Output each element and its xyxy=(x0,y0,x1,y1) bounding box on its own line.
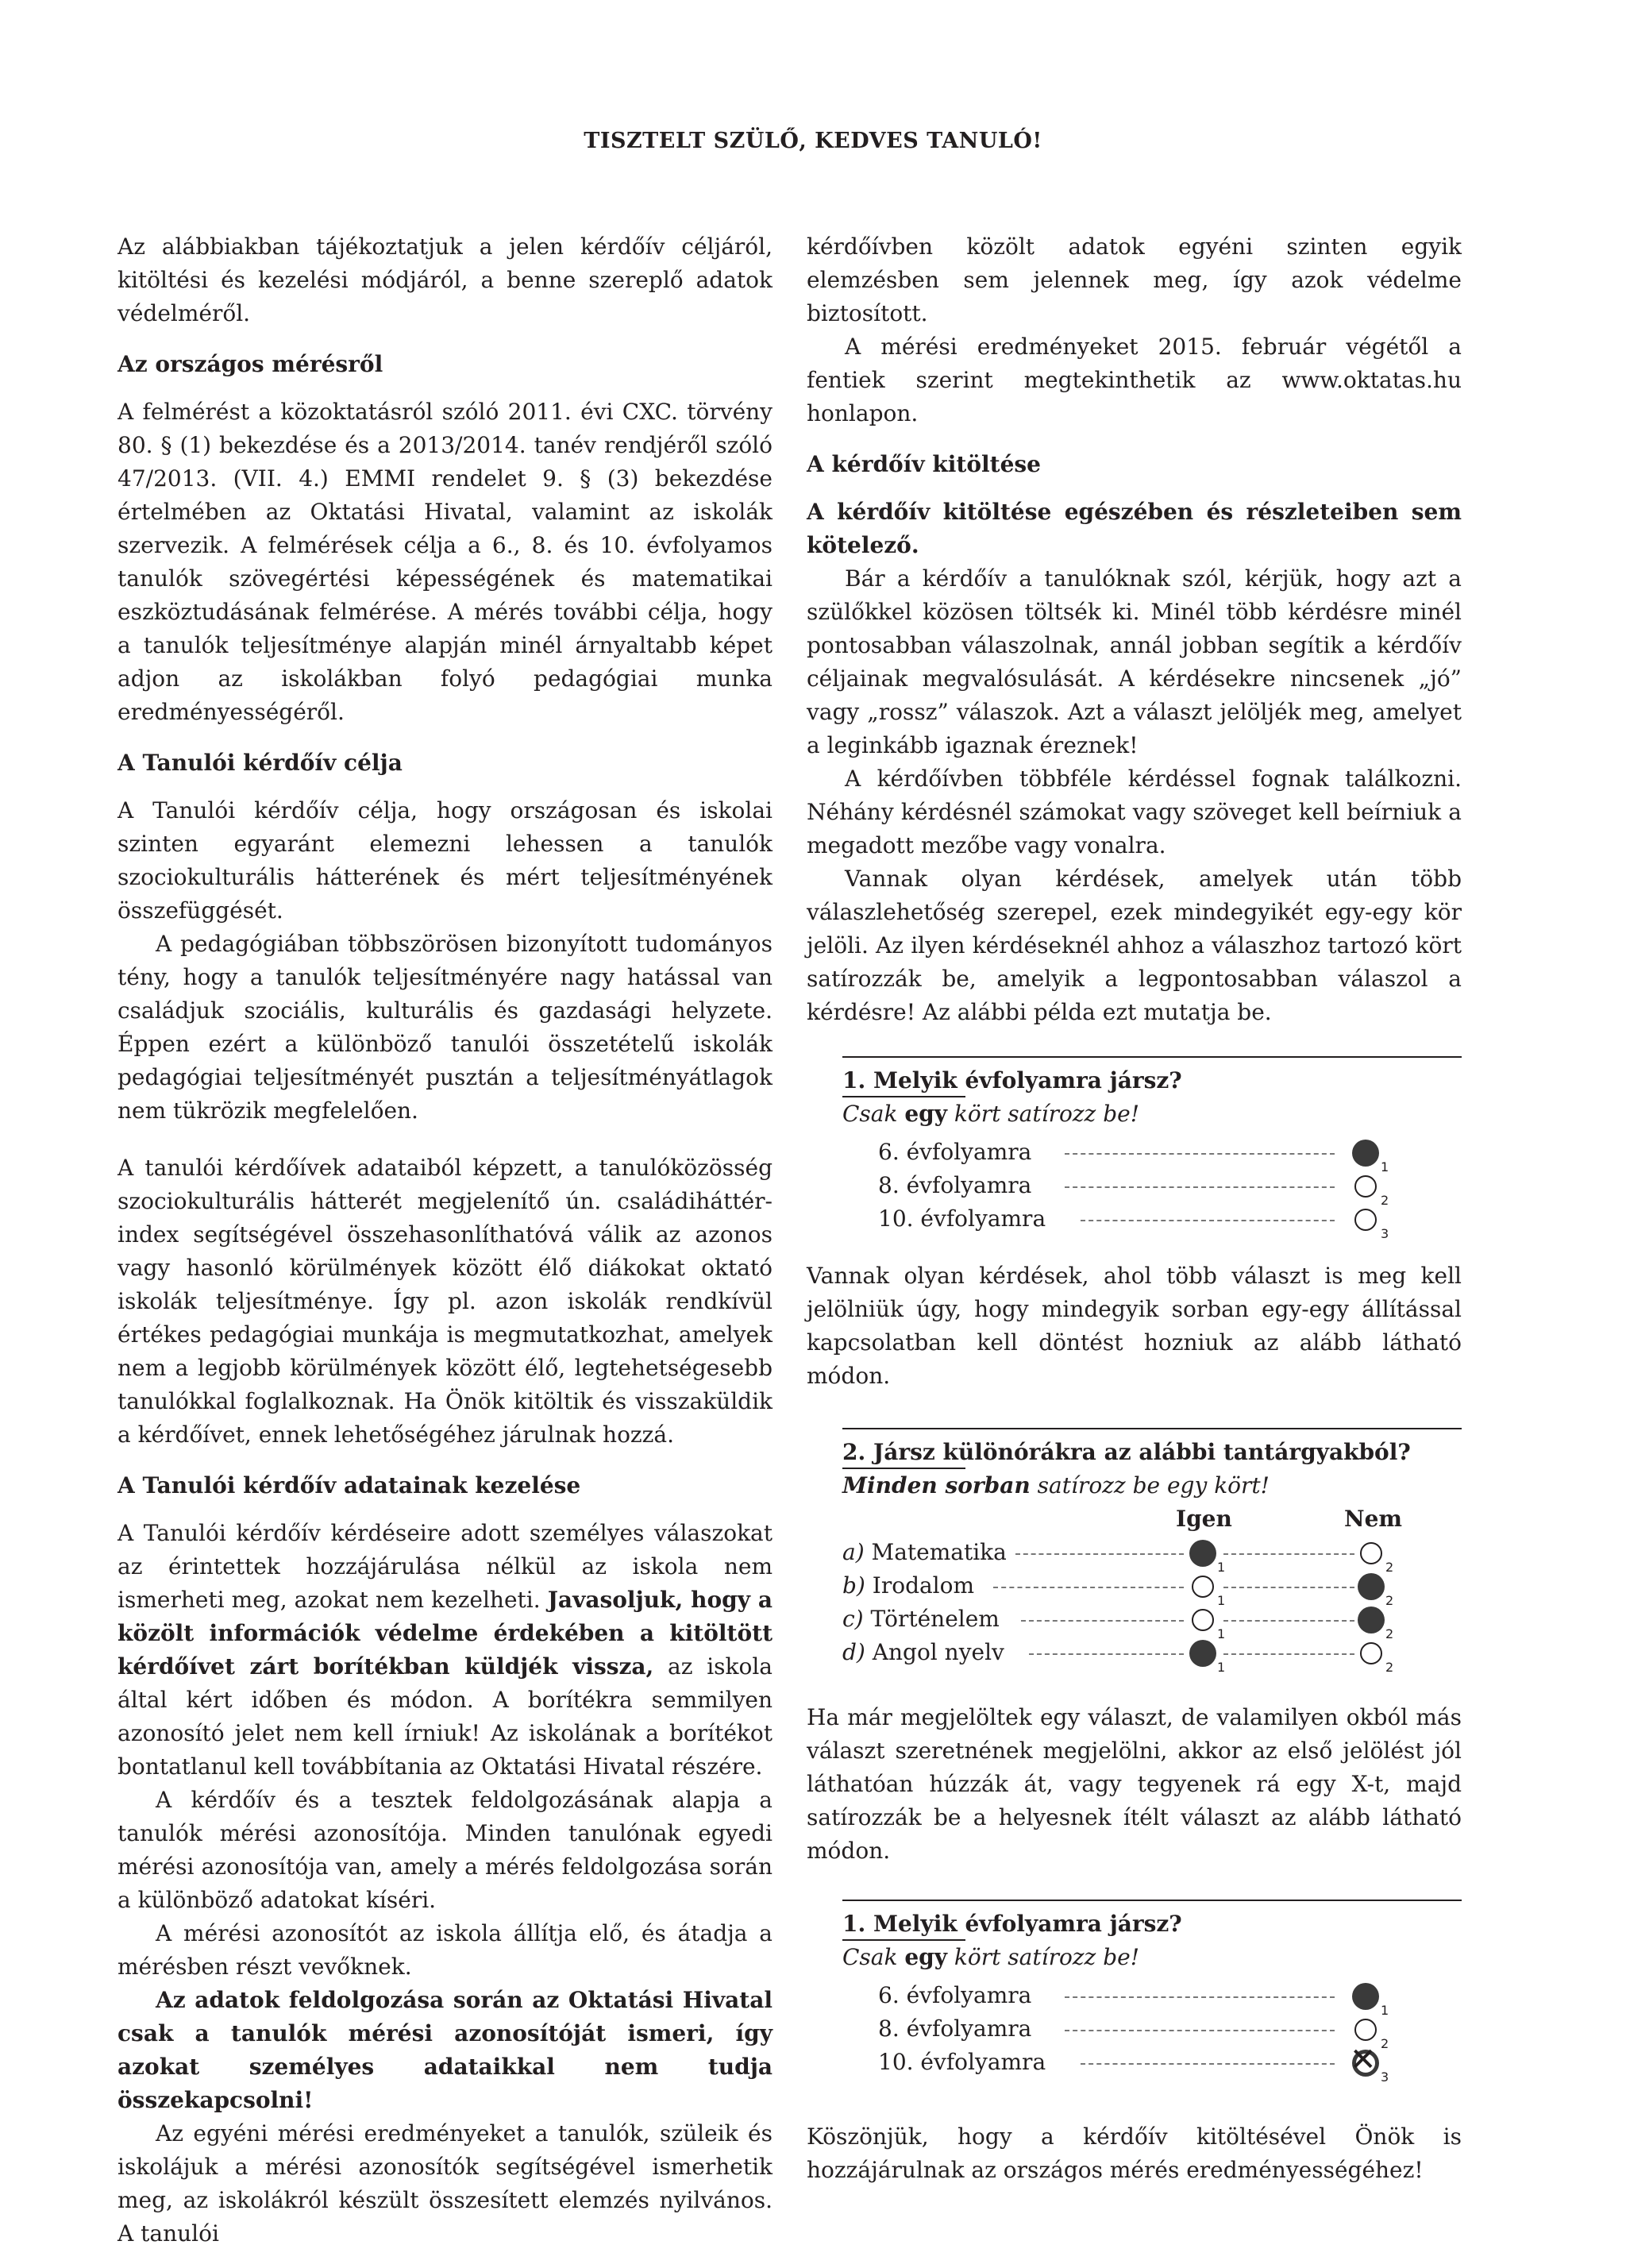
dashed-leader xyxy=(1223,1553,1354,1555)
dashed-leader xyxy=(1029,1653,1184,1655)
left-column xyxy=(118,230,773,2251)
answer-bubble[interactable] xyxy=(1354,1209,1377,1231)
instruction-post: kört satírozz be! xyxy=(947,1944,1139,1970)
answer-code: 2 xyxy=(1381,1193,1389,1208)
answer-bubble-yes[interactable] xyxy=(1192,1576,1214,1598)
option-label: 10. évfolyamra xyxy=(878,2049,1046,2075)
option-row xyxy=(842,1169,1462,1208)
example-question-text: 1. Melyik évfolyamra jársz? xyxy=(842,1911,1182,1937)
dashed-leader xyxy=(993,1587,1184,1588)
example-instruction xyxy=(842,1941,1462,1974)
example-divider xyxy=(842,1428,1462,1429)
dashed-leader xyxy=(1081,2063,1335,2065)
answer-bubble-no[interactable] xyxy=(1360,1642,1382,1664)
option-label: 6. évfolyamra xyxy=(878,1139,1032,1165)
matrix-row xyxy=(842,1569,1462,1608)
row-letter: c) xyxy=(842,1606,864,1632)
instruction-bold: egy xyxy=(904,1944,948,1970)
row-label xyxy=(842,1636,1004,1669)
paragraph-thanks: Köszönjük, hogy a kérdőív kitöltésével Önök is hozzájárulnak az országos mérés eredményességéhez! xyxy=(807,2123,1462,2183)
right-column xyxy=(807,230,1462,2187)
instruction-pre: Csak xyxy=(842,1944,905,1970)
row-letter: a) xyxy=(842,1539,865,1565)
row-subject: Angol nyelv xyxy=(872,1639,1004,1665)
data-handling-text-c: az iskola által kért időben és módon. A borítékra semmilyen azonosító jelet nem kell írniuk! Az iskolának a borítékot bontatlanul kell továbbítania az Oktatási Hivatal részére. xyxy=(118,1653,773,1780)
answer-code: 2 xyxy=(1385,1626,1394,1641)
instruction-post: satírozz be egy kört! xyxy=(1030,1472,1270,1498)
option-label: 8. évfolyamra xyxy=(878,1172,1032,1198)
instruction-bold: egy xyxy=(904,1101,948,1127)
paragraph-multi-row: Vannak olyan kérdések, ahol több választ is meg kell jelölniük úgy, hogy mindegyik sorban egy-egy állítással kapcsolatban kell döntést hozniuk az alább látható módon. xyxy=(807,1263,1462,1389)
matrix-row xyxy=(842,1636,1462,1675)
paragraph-not-mandatory: A kérdőív kitöltése egészében és részleteiben sem kötelező. xyxy=(807,499,1462,558)
paragraph-data-handling xyxy=(118,1517,773,1784)
column-header-no: Nem xyxy=(1344,1506,1403,1532)
dashed-leader xyxy=(1021,1620,1184,1622)
column-header-yes: Igen xyxy=(1176,1506,1232,1532)
answer-bubble-yes[interactable] xyxy=(1192,1609,1214,1631)
dashed-leader xyxy=(1223,1653,1354,1655)
answer-bubble-no-filled[interactable] xyxy=(1360,1609,1382,1631)
paragraph-purpose: A Tanulói kérdőív célja, hogy országosan és iskolai szinten egyaránt elemezni lehessen a tanulók szociokulturális hátterének és mért teljesítményének összefüggését. xyxy=(118,797,773,924)
answer-code: 2 xyxy=(1385,1560,1394,1575)
example-grade-question xyxy=(842,1056,1462,1241)
answer-bubble-yes-filled[interactable] xyxy=(1192,1642,1214,1664)
option-label: 6. évfolyamra xyxy=(878,1982,1032,2008)
paragraph-continued: kérdőívben közölt adatok egyéni szinten egyik elemzésben sem jelennek meg, így azok védelme biztosított. xyxy=(807,233,1462,326)
answer-code: 1 xyxy=(1381,2003,1389,2018)
example-divider xyxy=(842,1900,1462,1901)
instruction-bold: Minden sorban xyxy=(842,1472,1031,1498)
option-label: 8. évfolyamra xyxy=(878,2015,1032,2042)
cross-out-icon: ✕ xyxy=(1350,2042,1377,2078)
option-label: 10. évfolyamra xyxy=(878,1205,1046,1232)
data-handling-text-a: A Tanulói kérdőív kérdéseire adott személyes válaszokat az érintettek hozzájárulása nélkül az iskola nem ismerheti meg, azokat nem kezelheti. xyxy=(118,1520,773,1613)
dashed-leader xyxy=(1065,2030,1335,2031)
paragraph-fill-together: Bár a kérdőív a tanulóknak szól, kérjük, hogy azt a szülőkkel közösen töltsék ki. Minél több kérdésre minél pontosabban válaszolnak, annál jobban segítik a kérdőív céljainak megvalósulását. A kérdésekre nincsenek „jó” vagy „rossz” válaszok. Azt a választ jelöljék meg, amelyet a leginkább igaznak éreznek! xyxy=(807,565,1462,758)
answer-code: 1 xyxy=(1381,1159,1389,1174)
example-instruction xyxy=(842,1097,1462,1131)
heading-questionnaire-purpose: A Tanulói kérdőív célja xyxy=(118,750,403,776)
option-row xyxy=(842,1136,1462,1174)
row-subject: Matematika xyxy=(871,1539,1007,1565)
matrix-row xyxy=(842,1536,1462,1575)
answer-bubble-no[interactable] xyxy=(1360,1542,1382,1564)
option-row xyxy=(842,2012,1462,2051)
example-instruction xyxy=(842,1469,1462,1502)
paragraph-multiple-choice: Vannak olyan kérdések, amelyek után több válaszlehetőség szerepel, ezek mindegyikét egy-egy kör jelöli. Az ilyen kérdéseknél ahhoz a válaszhoz tartozó kört satírozzák be, amelyik a legpontosabban válaszol a kérdésre! Az alábbi példa ezt mutatja be. xyxy=(807,866,1462,1025)
paragraph-identifier: A kérdőív és a tesztek feldolgozásának alapja a tanulók mérési azonosítója. Minden tanulónak egyedi mérési azonosítója van, amely a mérés feldolgozása során a különböző adatokat kíséri. xyxy=(118,1787,773,1913)
answer-code: 2 xyxy=(1385,1593,1394,1608)
example-question-text: 2. Jársz különórákra az alábbi tantárgyakból? xyxy=(842,1439,1411,1465)
heading-national-assessment: Az országos mérésről xyxy=(118,351,383,377)
paragraph-identifier-school: A mérési azonosítót az iskola állítja elő, és átadja a mérésben részt vevőknek. xyxy=(118,1920,773,1980)
dashed-leader xyxy=(1223,1587,1354,1588)
dashed-leader xyxy=(1223,1620,1354,1622)
answer-code: 1 xyxy=(1217,1560,1226,1575)
example-question-text: 1. Melyik évfolyamra jársz? xyxy=(842,1067,1182,1094)
answer-code: 3 xyxy=(1381,1226,1389,1241)
answer-code: 3 xyxy=(1381,2069,1389,2085)
answer-code: 1 xyxy=(1217,1660,1226,1675)
answer-bubble-yes-filled[interactable] xyxy=(1192,1542,1214,1564)
option-row xyxy=(842,1979,1462,2018)
example-divider xyxy=(842,1056,1462,1058)
answer-code: 1 xyxy=(1217,1593,1226,1608)
row-subject: Történelem xyxy=(870,1606,1000,1632)
paragraph-results-date: A mérési eredményeket 2015. február végétől a fentiek szerint megtekinthetik az www.oktatas.hu honlapon. xyxy=(807,334,1462,426)
example-correction-question xyxy=(842,1900,1462,2085)
answer-bubble-crossed[interactable] xyxy=(1350,2042,1377,2078)
dashed-leader xyxy=(1065,1996,1335,1998)
dashed-leader xyxy=(1015,1553,1184,1555)
row-label xyxy=(842,1536,1007,1569)
answer-code: 2 xyxy=(1381,2036,1389,2051)
page-title: TISZTELT SZÜLŐ, KEDVES TANULÓ! xyxy=(584,129,1042,153)
option-row xyxy=(842,1202,1462,1241)
paragraph-assessment-legal: A felmérést a közoktatásról szóló 2011. évi CXC. törvény 80. § (1) bekezdése és a 2013/2014. tanév rendjéről szóló 47/2013. (VII. 4.) EMMI rendelet 9. § (3) bekezdése értelmében az Oktatási Hivatal, valamint az iskolák szervezik. A felmérések célja a 6., 8. és 10. évfolyamos tanulók szövegértési képességének és matematikai eszköztudásának felmérése. A mérés további célja, hogy a tanulók teljesítménye alapján minél árnyaltabb képet adjon az iskolákban folyó pedagógiai munka eredményességéről. xyxy=(118,399,773,725)
paragraph-privacy-bold: Az adatok feldolgozása során az Oktatási Hivatal csak a tanulók mérési azonosítóját ismeri, így azokat személyes adataikkal nem tudja összekapcsolni! xyxy=(118,1987,773,2113)
row-label xyxy=(842,1569,974,1603)
instruction-post: kört satírozz be! xyxy=(947,1101,1139,1127)
paragraph-question-types: A kérdőívben többféle kérdéssel fognak találkozni. Néhány kérdésnél számokat vagy szöveget kell beírniuk a megadott mezőbe vagy vonalra. xyxy=(807,766,1462,858)
heading-data-handling: A Tanulói kérdőív adatainak kezelése xyxy=(118,1472,581,1498)
instruction-pre: Csak xyxy=(842,1101,905,1127)
answer-bubble-no-filled[interactable] xyxy=(1360,1576,1382,1598)
answer-bubble-filled[interactable] xyxy=(1354,1985,1377,2008)
matrix-row xyxy=(842,1603,1462,1641)
paragraph-index: A tanulói kérdőívek adataiból képzett, a tanulóközösség szociokulturális hátterét megjelenítő ún. családiháttér-index segítségével összehasonlíthatóvá válik az azonos vagy hasonló körülmények között élő diákokat oktató iskolák teljesítménye. Így pl. azon iskolák rendkívül értékes pedagógiai munkája is megmutatkozhat, amelyek nem a legjobb körülmények között élő, legtehetségesebb tanulókkal foglalkoznak. Ha Önök kitöltik és visszaküldik a kérdőívet, ennek lehetőségéhez járulnak hozzá. xyxy=(118,1155,773,1448)
answer-code: 2 xyxy=(1385,1660,1394,1675)
row-label xyxy=(842,1603,1000,1636)
data-handling-bold: Javasoljuk, hogy a közölt információk védelme érdekében a kitöltött kérdőívet zárt borítékban küldjék vissza, xyxy=(118,1587,773,1680)
row-letter: d) xyxy=(842,1639,865,1665)
answer-bubble-filled[interactable] xyxy=(1354,1142,1377,1164)
dashed-leader xyxy=(1081,1220,1335,1221)
row-letter: b) xyxy=(842,1572,865,1599)
intro-paragraph: Az alábbiakban tájékoztatjuk a jelen kérdőív céljáról, kitöltési és kezelési módjáról, a benne szereplő adatok védelméről. xyxy=(118,233,773,326)
paragraph-results: Az egyéni mérési eredményeket a tanulók, szüleik és iskolájuk a mérési azonosítók segítségével ismerhetik meg, az iskolákról készült összesített elemzés nyilvános. A tanulói xyxy=(118,2120,773,2247)
dashed-leader xyxy=(1065,1186,1335,1188)
paragraph-pedagogy: A pedagógiában többszörösen bizonyított tudományos tény, hogy a tanulók teljesítményére nagy hatással van családjuk szociális, kulturális és gazdasági helyzete. Éppen ezért a különböző tanulói összetételű iskolák pedagógiai teljesítményét pusztán a teljesítményátlagok nem tükrözik megfelelően. xyxy=(118,931,773,1124)
heading-filling: A kérdőív kitöltése xyxy=(807,451,1041,477)
answer-bubble[interactable] xyxy=(1354,2019,1377,2041)
answer-code: 1 xyxy=(1217,1626,1226,1641)
example-lessons-question xyxy=(842,1428,1462,1675)
answer-bubble[interactable] xyxy=(1354,1175,1377,1198)
paragraph-correction: Ha már megjelöltek egy választ, de valamilyen okból más választ szeretnének megjelölni, akkor az első jelölést jól láthatóan húzzák át, vagy tegyenek rá egy X-t, majd satírozzák be a helyesnek ítélt választ az alább látható módon. xyxy=(807,1704,1462,1864)
row-subject: Irodalom xyxy=(872,1572,975,1599)
column-headers xyxy=(842,1502,1462,1536)
option-row xyxy=(842,2042,1462,2085)
dashed-leader xyxy=(1065,1153,1335,1155)
